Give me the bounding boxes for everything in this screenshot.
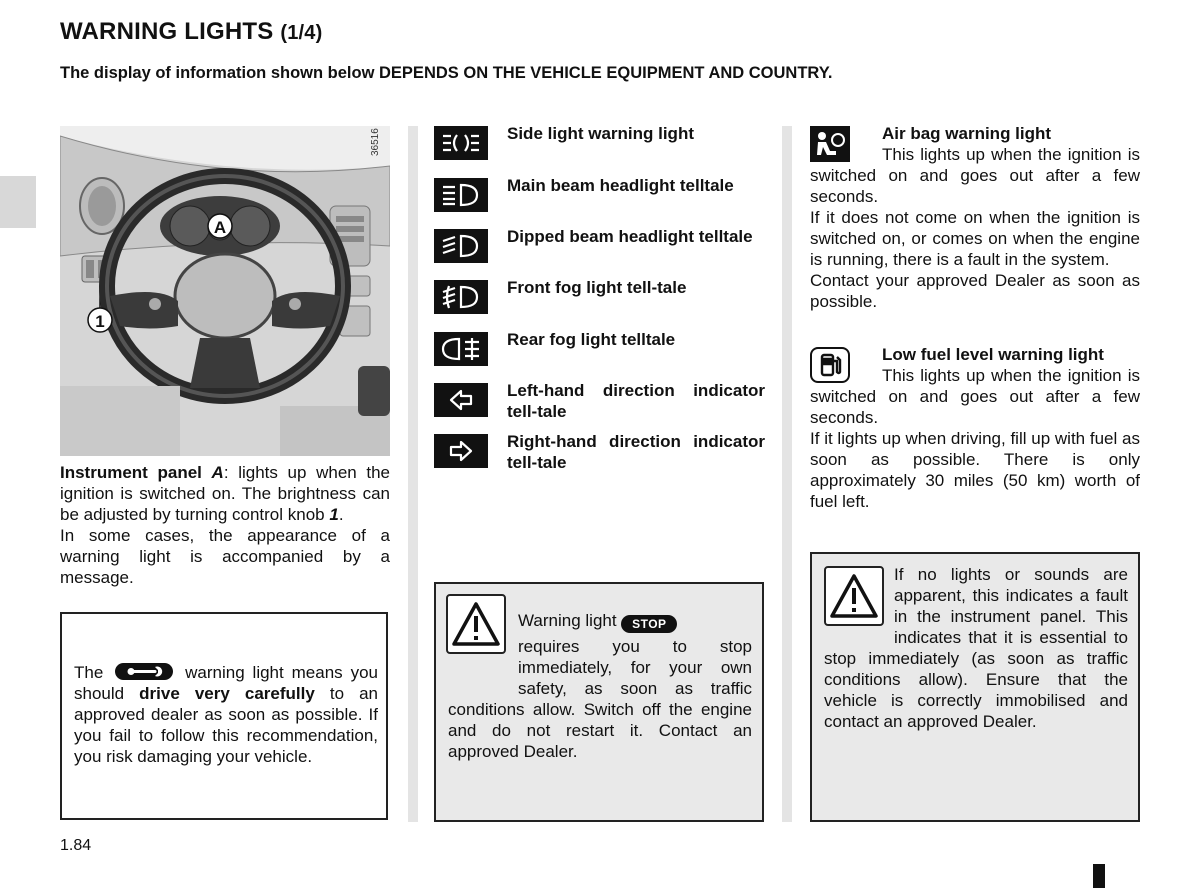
side-light-icon	[434, 126, 488, 160]
dipped-beam-label: Dipped beam headlight telltale	[507, 227, 753, 246]
page-edge-marker	[1093, 864, 1105, 888]
instrument-fault-body: If no lights or sounds are apparent, this indicates a fault in the instrument panel. This indicates that it is essential to stop immediately (as soon as traffic conditions allow). Ensure that the vehicle is correctly immobilised and contact an approved Dealer.	[824, 565, 1128, 731]
callout-a-label: A	[213, 218, 227, 237]
callout-1-label: 1	[95, 312, 105, 331]
page-subtitle: The display of information shown below DEPENDS ON THE VEHICLE EQUIPMENT AND COUNTRY.	[60, 64, 833, 82]
left-indicator-icon	[434, 383, 488, 417]
main-beam-icon	[434, 178, 488, 212]
instrument-fault-text	[824, 564, 1128, 732]
message-cases-text: In some cases, the appearance of a warning light is accompanied by a message.	[60, 526, 390, 587]
fuel-heading: Low fuel level warning light	[882, 345, 1104, 364]
instrument-panel-letter: A	[211, 463, 224, 482]
rear-fog-icon	[434, 332, 488, 366]
stop-pill: STOP	[621, 615, 677, 633]
rear-fog-label: Rear fog light telltale	[507, 330, 676, 349]
figure-code: 36516	[370, 128, 381, 156]
instrument-panel-description: : lights up when the ignition is switched on. The brightness can be adjusted by turning control knob	[60, 463, 390, 524]
fuel-p2: If it lights up when driving, fill up with fuel as soon as possible. There is only approximately 30 miles (50 km) worth of fuel left.	[810, 429, 1140, 511]
front-fog-icon	[434, 280, 488, 314]
main-beam-label: Main beam headlight telltale	[507, 176, 734, 195]
instrument-panel-text: Instrument panel A: lights up when the ignition is switched on. The brightness can be adjusted by turning control knob 1. In some cases, the appearance of a warning light is accompanied by a message.	[60, 463, 390, 587]
airbag-p2: If it does not come on when the ignition is switched on, or comes on when the engine is running, there is a fault in the system.	[810, 208, 1140, 269]
column-separator-left	[408, 126, 418, 822]
instrument-fault-box	[810, 552, 1140, 822]
airbag-text	[810, 123, 1140, 312]
wrench-text-rest: to an approved dealer as soon as possible. If you fail to follow this recommendation, you risk damaging your vehicle.	[74, 684, 379, 766]
section-tab	[0, 176, 36, 228]
airbag-p3: Contact your approved Dealer as soon as possible.	[810, 271, 1140, 311]
stop-text-body: requires you to stop immediately, for your own safety, as soon as traffic conditions allow. Switch off the engine and do not restart it. Contact an approved Dealer.	[448, 637, 752, 761]
stop-warning-box	[434, 582, 764, 822]
page-title	[60, 18, 322, 46]
instrument-panel-label: Instrument panel	[60, 463, 202, 482]
page-title-part: (1/4)	[280, 22, 323, 44]
side-light-label: Side light warning light	[507, 124, 694, 143]
wrench-icon	[115, 663, 173, 680]
wrench-text-after: warning light means you should	[74, 663, 378, 703]
fuel-text	[810, 344, 1140, 512]
wrench-text-before: The	[74, 663, 104, 682]
right-indicator-icon	[434, 434, 488, 468]
column-separator-right	[782, 126, 792, 822]
right-indicator-label: Right-hand direction indicator tell-tale	[507, 432, 765, 472]
stop-warning-text	[448, 610, 752, 762]
wrench-text-bold: drive very carefully	[139, 684, 315, 703]
control-knob-number: 1	[329, 505, 339, 524]
left-indicator-label: Left-hand direction indicator tell-tale	[507, 381, 765, 421]
wrench-warning-text	[74, 662, 378, 767]
stop-text-before: Warning light	[518, 611, 617, 630]
dashboard-illustration	[60, 126, 390, 456]
dipped-beam-icon	[434, 229, 488, 263]
airbag-heading: Air bag warning light	[882, 124, 1052, 143]
front-fog-label: Front fog light tell-tale	[507, 278, 687, 297]
page-number: 1.84	[60, 837, 92, 854]
page-title-text: WARNING LIGHTS	[60, 18, 274, 45]
wrench-warning-box	[60, 612, 388, 820]
airbag-p1: This lights up when the ignition is switched on and goes out after a few seconds.	[810, 145, 1140, 206]
fuel-p1: This lights up when the ignition is switched on and goes out after a few seconds.	[810, 366, 1140, 427]
